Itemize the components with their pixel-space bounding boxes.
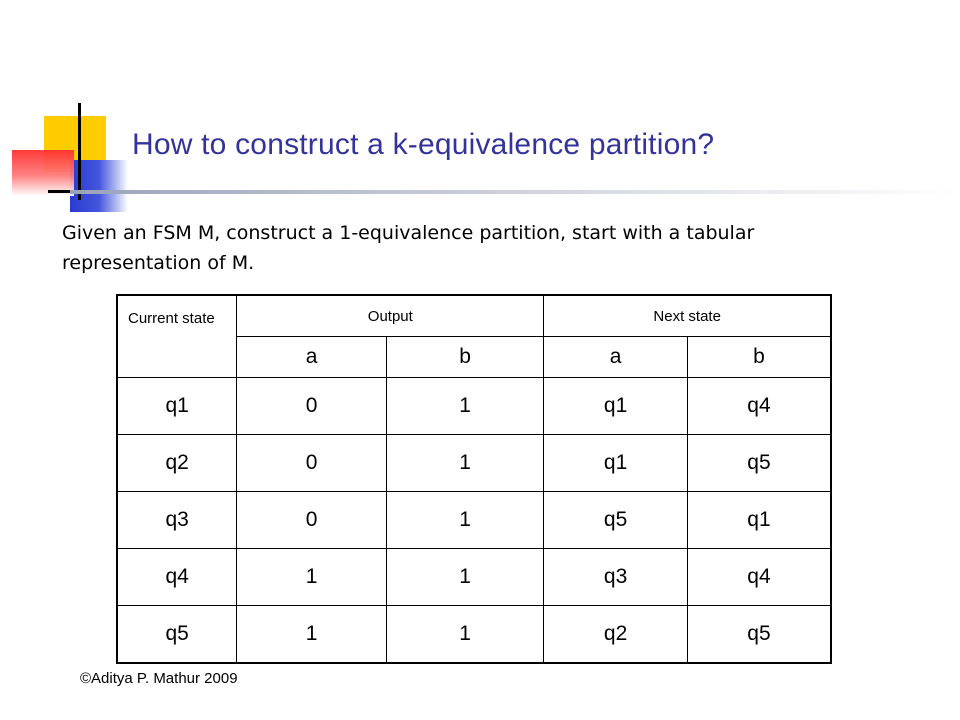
output-b-cell: 1 (386, 606, 544, 664)
output-a-cell: 1 (237, 606, 387, 664)
next-b-cell: q4 (687, 549, 831, 606)
next-a-cell: q1 (544, 435, 688, 492)
state-cell: q2 (117, 435, 237, 492)
slide-title: How to construct a k-equivalence partition? (132, 128, 715, 161)
output-b-header: b (386, 337, 544, 378)
next-b-cell: q5 (687, 435, 831, 492)
slide-decoration (0, 0, 140, 220)
table-row (117, 492, 831, 549)
next-b-cell: q1 (687, 492, 831, 549)
table-row (117, 378, 831, 435)
output-a-cell: 0 (237, 378, 387, 435)
copyright-footer: ©Aditya P. Mathur 2009 (80, 670, 238, 687)
next-b-cell: q5 (687, 606, 831, 664)
output-a-cell: 0 (237, 435, 387, 492)
output-header: Output (237, 295, 544, 337)
output-b-cell: 1 (386, 492, 544, 549)
next-a-cell: q5 (544, 492, 688, 549)
fsm-state-table (116, 294, 832, 664)
table-row (117, 606, 831, 664)
output-a-cell: 1 (237, 549, 387, 606)
next-a-header: a (544, 337, 688, 378)
table-row (117, 435, 831, 492)
output-b-cell: 1 (386, 549, 544, 606)
next-b-header: b (687, 337, 831, 378)
table-row (117, 549, 831, 606)
output-b-cell: 1 (386, 435, 544, 492)
output-b-cell: 1 (386, 378, 544, 435)
deco-vertical-line (78, 103, 81, 200)
next-a-cell: q3 (544, 549, 688, 606)
table-header-row (117, 295, 831, 337)
output-a-header: a (237, 337, 387, 378)
state-cell: q5 (117, 606, 237, 664)
next-b-cell: q4 (687, 378, 831, 435)
output-a-cell: 0 (237, 492, 387, 549)
current-state-header: Current state (117, 295, 237, 378)
next-state-header: Next state (544, 295, 831, 337)
next-a-cell: q1 (544, 378, 688, 435)
state-cell: q4 (117, 549, 237, 606)
next-a-cell: q2 (544, 606, 688, 664)
intro-text: Given an FSM M, construct a 1-equivalence partition, start with a tabular representation of M. (62, 222, 755, 274)
state-cell: q3 (117, 492, 237, 549)
state-cell: q1 (117, 378, 237, 435)
title-underline (70, 190, 960, 194)
